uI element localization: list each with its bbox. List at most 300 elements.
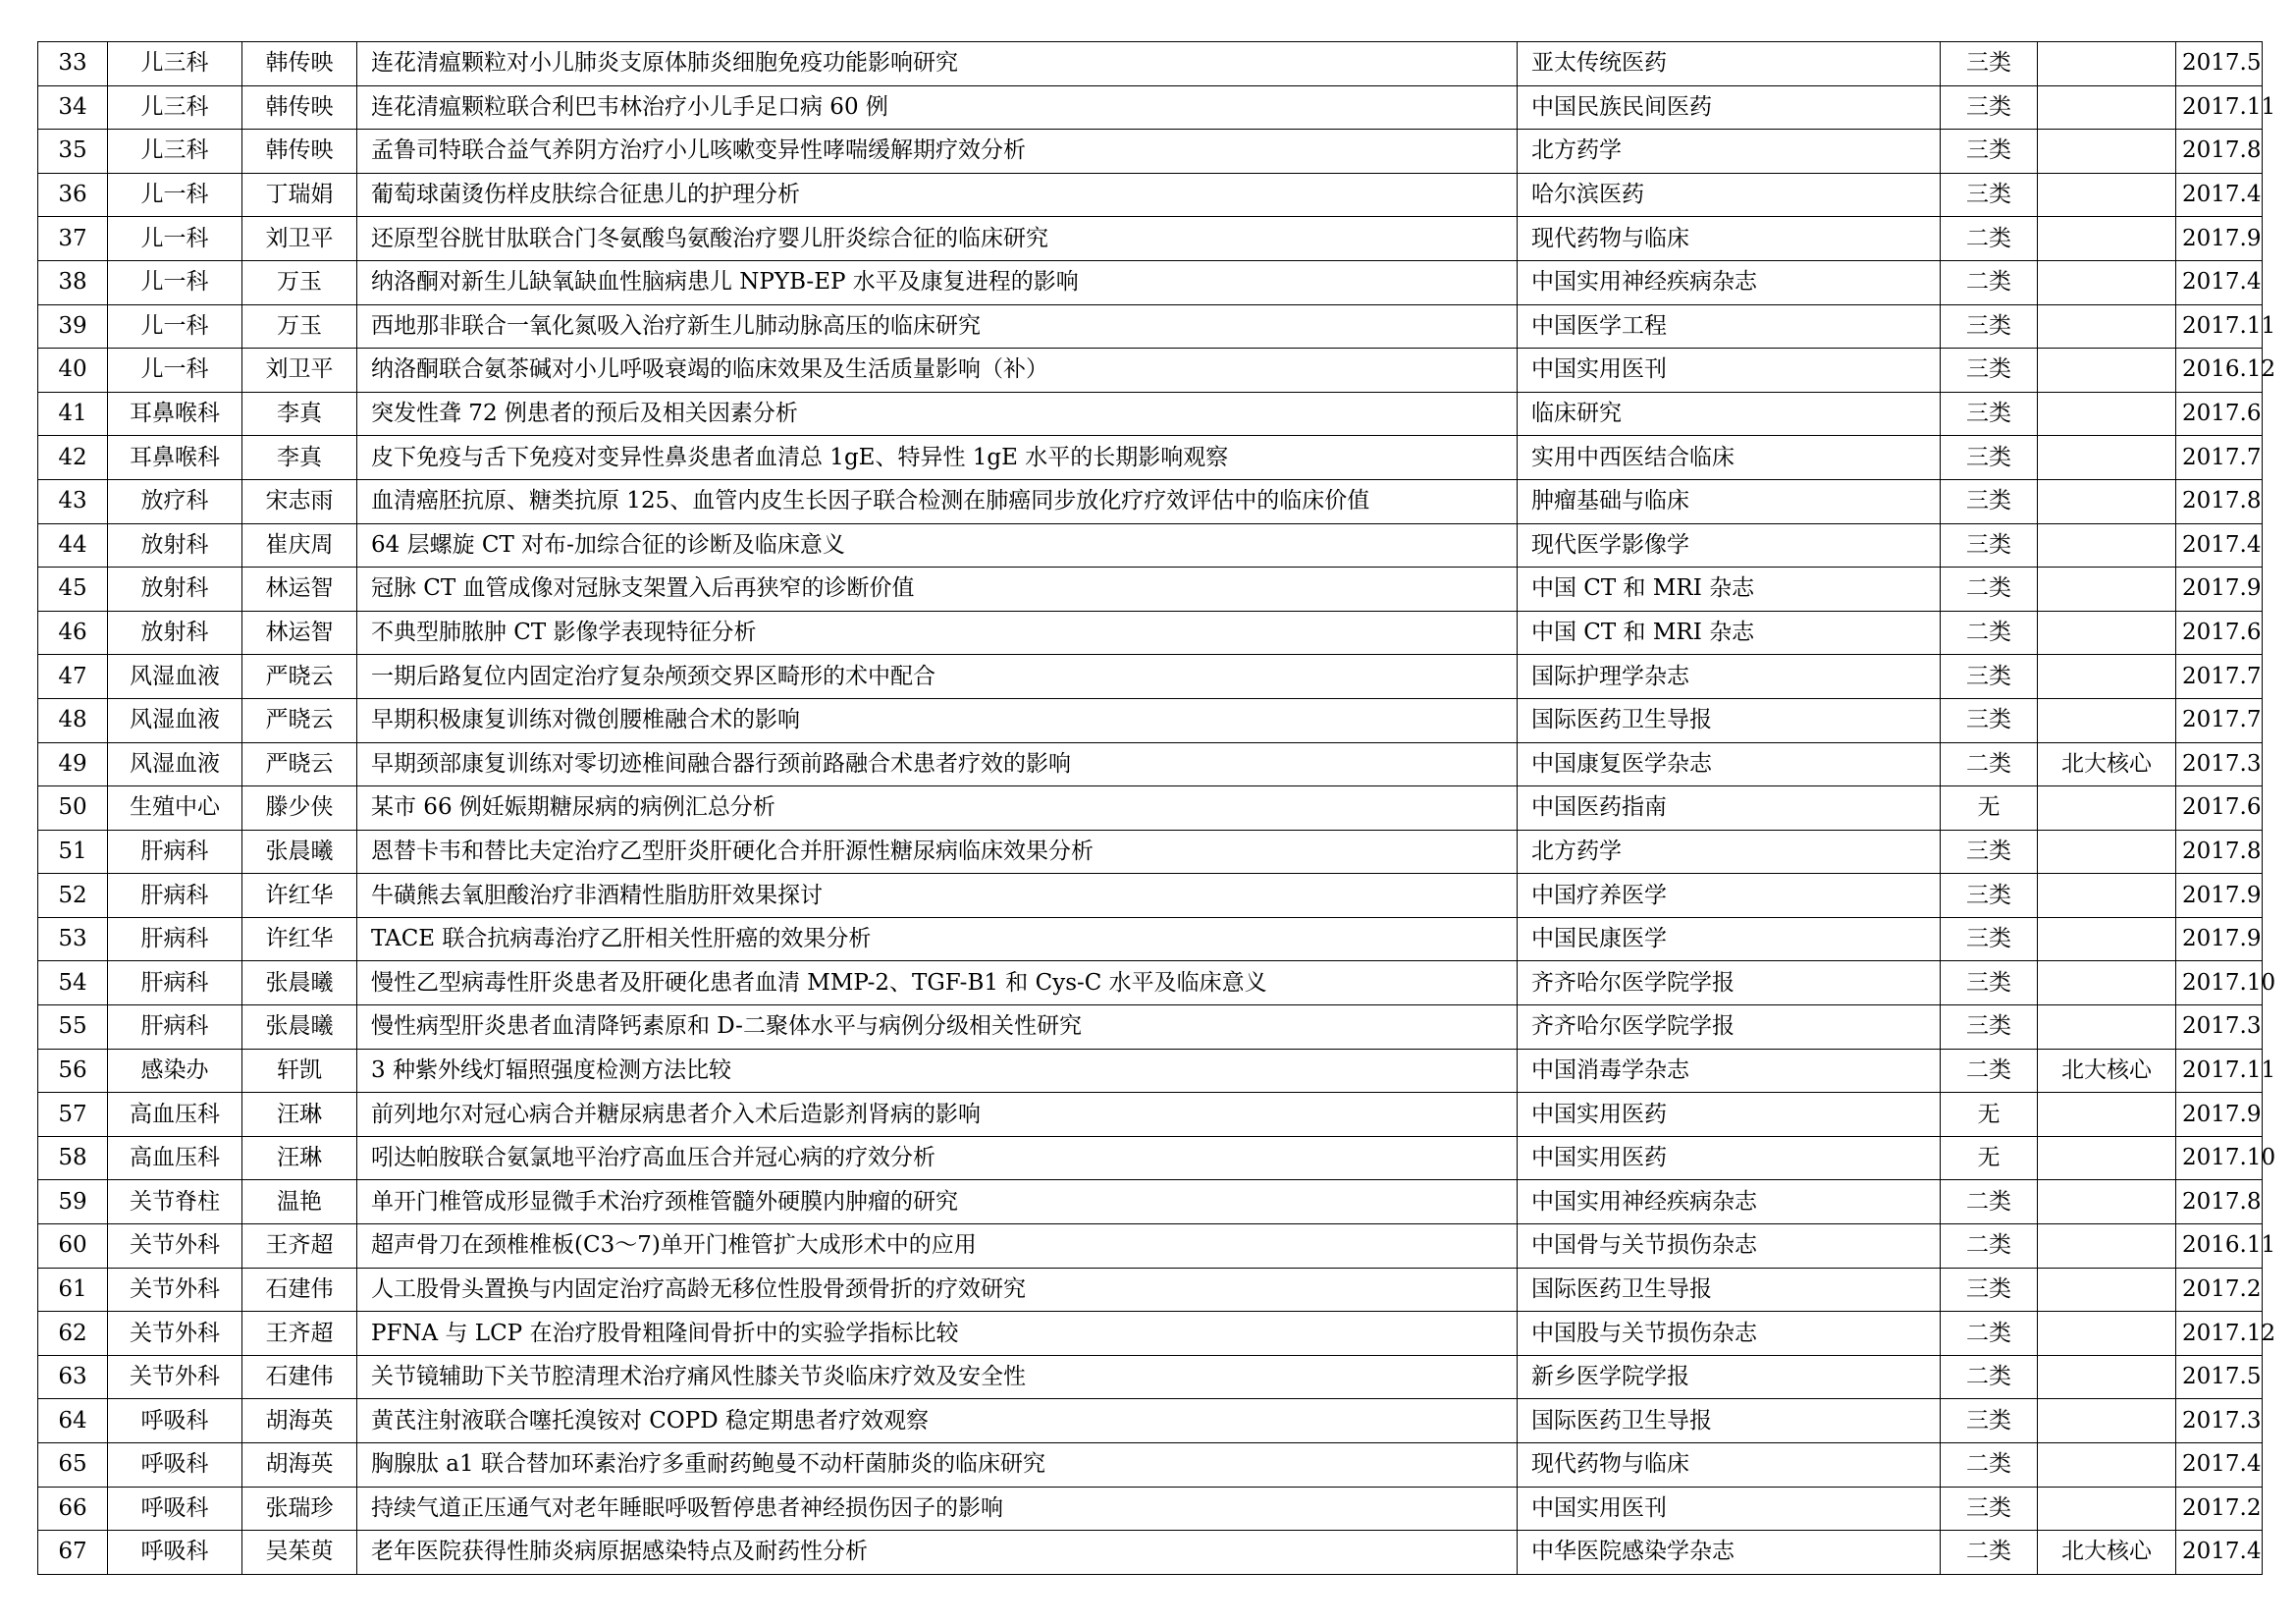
author-cell: 汪琳 [242,1093,357,1137]
table-row [38,830,2263,874]
row-number-cell: 54 [38,961,108,1005]
journal-cell: 哈尔滨医药 [1518,173,1941,217]
author-cell: 滕少侠 [242,786,357,831]
row-number-cell: 66 [38,1487,108,1531]
core-index-cell [2038,1355,2176,1399]
publish-date-cell: 2017.9 [2176,217,2263,261]
core-index-cell [2038,1399,2176,1443]
journal-category-cell: 二类 [1941,1180,2038,1224]
journal-category-cell: 二类 [1941,568,2038,612]
journal-category-cell: 二类 [1941,611,2038,655]
author-cell: 宋志雨 [242,479,357,523]
author-cell: 万玉 [242,260,357,304]
journal-category-cell: 三类 [1941,1005,2038,1050]
journal-category-cell: 二类 [1941,1224,2038,1269]
core-index-cell [2038,42,2176,86]
core-index-cell [2038,1224,2176,1269]
journal-cell: 新乡医学院学报 [1518,1355,1941,1399]
core-index-cell [2038,523,2176,568]
paper-title-cell: 黄芪注射液联合噻托溴铵对 COPD 稳定期患者疗效观察 [357,1399,1518,1443]
department-cell: 呼吸科 [108,1399,242,1443]
department-cell: 关节外科 [108,1268,242,1312]
row-number-cell: 56 [38,1049,108,1093]
core-index-cell [2038,304,2176,349]
core-index-cell [2038,1487,2176,1531]
paper-title-cell: 慢性病型肝炎患者血清降钙素原和 D-二聚体水平与病例分级相关性研究 [357,1005,1518,1050]
author-cell: 韩传映 [242,130,357,174]
journal-category-cell: 三类 [1941,655,2038,699]
journal-cell: 实用中西医结合临床 [1518,436,1941,480]
row-number-cell: 50 [38,786,108,831]
table-row [38,1355,2263,1399]
core-index-cell [2038,436,2176,480]
publish-date-cell: 2017.8 [2176,479,2263,523]
table-row [38,786,2263,831]
journal-cell: 中国医药指南 [1518,786,1941,831]
table-row [38,1136,2263,1180]
core-index-cell [2038,1180,2176,1224]
publish-date-cell: 2017.8 [2176,830,2263,874]
journal-category-cell: 三类 [1941,874,2038,918]
department-cell: 生殖中心 [108,786,242,831]
author-cell: 张晨曦 [242,830,357,874]
row-number-cell: 59 [38,1180,108,1224]
journal-cell: 国际医药卫生导报 [1518,1268,1941,1312]
journal-category-cell: 三类 [1941,479,2038,523]
table-row [38,1531,2263,1575]
department-cell: 关节外科 [108,1312,242,1356]
journal-category-cell: 二类 [1941,1443,2038,1488]
department-cell: 呼吸科 [108,1531,242,1575]
author-cell: 严晓云 [242,698,357,742]
table-row [38,479,2263,523]
publish-date-cell: 2017.6 [2176,392,2263,436]
row-number-cell: 36 [38,173,108,217]
publish-date-cell: 2017.2 [2176,1268,2263,1312]
paper-title-cell: 早期积极康复训练对微创腰椎融合术的影响 [357,698,1518,742]
core-index-cell: 北大核心 [2038,742,2176,786]
department-cell: 肝病科 [108,874,242,918]
row-number-cell: 63 [38,1355,108,1399]
department-cell: 感染办 [108,1049,242,1093]
author-cell: 石建伟 [242,1355,357,1399]
row-number-cell: 60 [38,1224,108,1269]
department-cell: 关节外科 [108,1355,242,1399]
journal-category-cell: 二类 [1941,1312,2038,1356]
paper-title-cell: 早期颈部康复训练对零切迹椎间融合器行颈前路融合术患者疗效的影响 [357,742,1518,786]
table-row [38,874,2263,918]
row-number-cell: 61 [38,1268,108,1312]
journal-cell: 中国消毒学杂志 [1518,1049,1941,1093]
table-row [38,611,2263,655]
author-cell: 胡海英 [242,1399,357,1443]
paper-title-cell: TACE 联合抗病毒治疗乙肝相关性肝癌的效果分析 [357,917,1518,961]
journal-cell: 国际护理学杂志 [1518,655,1941,699]
core-index-cell [2038,1136,2176,1180]
core-index-cell [2038,1005,2176,1050]
core-index-cell [2038,786,2176,831]
journal-cell: 中国骨与关节损伤杂志 [1518,1224,1941,1269]
core-index-cell [2038,568,2176,612]
author-cell: 刘卫平 [242,217,357,261]
row-number-cell: 42 [38,436,108,480]
publish-date-cell: 2017.3 [2176,1399,2263,1443]
journal-cell: 中国股与关节损伤杂志 [1518,1312,1941,1356]
department-cell: 儿一科 [108,260,242,304]
paper-title-cell: 3 种紫外线灯辐照强度检测方法比较 [357,1049,1518,1093]
author-cell: 石建伟 [242,1268,357,1312]
core-index-cell [2038,1443,2176,1488]
author-cell: 崔庆周 [242,523,357,568]
journal-cell: 亚太传统医药 [1518,42,1941,86]
journal-cell: 现代医学影像学 [1518,523,1941,568]
paper-title-cell: 胸腺肽 a1 联合替加环素治疗多重耐药鲍曼不动杆菌肺炎的临床研究 [357,1443,1518,1488]
author-cell: 李真 [242,436,357,480]
row-number-cell: 38 [38,260,108,304]
author-cell: 轩凯 [242,1049,357,1093]
author-cell: 韩传映 [242,42,357,86]
journal-cell: 中国 CT 和 MRI 杂志 [1518,568,1941,612]
journal-category-cell: 三类 [1941,1399,2038,1443]
journal-cell: 中国疗养医学 [1518,874,1941,918]
row-number-cell: 40 [38,349,108,393]
author-cell: 刘卫平 [242,349,357,393]
table-row [38,1312,2263,1356]
journal-category-cell: 二类 [1941,1355,2038,1399]
row-number-cell: 49 [38,742,108,786]
publish-date-cell: 2017.11 [2176,304,2263,349]
author-cell: 张瑞珍 [242,1487,357,1531]
journal-cell: 中国 CT 和 MRI 杂志 [1518,611,1941,655]
department-cell: 耳鼻喉科 [108,392,242,436]
core-index-cell [2038,1268,2176,1312]
core-index-cell [2038,85,2176,130]
department-cell: 关节外科 [108,1224,242,1269]
core-index-cell [2038,874,2176,918]
row-number-cell: 37 [38,217,108,261]
table-row [38,349,2263,393]
author-cell: 汪琳 [242,1136,357,1180]
journal-category-cell: 无 [1941,786,2038,831]
publish-date-cell: 2016.11 [2176,1224,2263,1269]
journal-cell: 临床研究 [1518,392,1941,436]
department-cell: 放射科 [108,611,242,655]
author-cell: 张晨曦 [242,1005,357,1050]
journal-cell: 中国实用医药 [1518,1136,1941,1180]
author-cell: 李真 [242,392,357,436]
table-row [38,1268,2263,1312]
core-index-cell [2038,611,2176,655]
journal-cell: 中国实用神经疾病杂志 [1518,260,1941,304]
row-number-cell: 64 [38,1399,108,1443]
table-row [38,130,2263,174]
table-row [38,173,2263,217]
core-index-cell [2038,173,2176,217]
department-cell: 肝病科 [108,917,242,961]
department-cell: 风湿血液 [108,655,242,699]
paper-title-cell: 皮下免疫与舌下免疫对变异性鼻炎患者血清总 1gE、特异性 1gE 水平的长期影响观察 [357,436,1518,480]
row-number-cell: 53 [38,917,108,961]
journal-category-cell: 三类 [1941,830,2038,874]
publish-date-cell: 2017.4 [2176,1443,2263,1488]
department-cell: 耳鼻喉科 [108,436,242,480]
publish-date-cell: 2017.8 [2176,130,2263,174]
row-number-cell: 65 [38,1443,108,1488]
paper-title-cell: 连花清瘟颗粒联合利巴韦林治疗小儿手足口病 60 例 [357,85,1518,130]
core-index-cell [2038,655,2176,699]
core-index-cell [2038,917,2176,961]
table-row [38,1443,2263,1488]
author-cell: 严晓云 [242,655,357,699]
author-cell: 林运智 [242,568,357,612]
publish-date-cell: 2017.7 [2176,698,2263,742]
row-number-cell: 58 [38,1136,108,1180]
journal-category-cell: 二类 [1941,260,2038,304]
journal-cell: 现代药物与临床 [1518,217,1941,261]
journal-category-cell: 三类 [1941,698,2038,742]
row-number-cell: 52 [38,874,108,918]
journal-category-cell: 三类 [1941,917,2038,961]
department-cell: 高血压科 [108,1093,242,1137]
department-cell: 儿一科 [108,304,242,349]
paper-title-cell: 葡萄球菌烫伤样皮肤综合征患儿的护理分析 [357,173,1518,217]
table-row [38,304,2263,349]
paper-title-cell: 持续气道正压通气对老年睡眠呼吸暂停患者神经损伤因子的影响 [357,1487,1518,1531]
row-number-cell: 43 [38,479,108,523]
core-index-cell [2038,260,2176,304]
department-cell: 肝病科 [108,1005,242,1050]
publish-date-cell: 2016.12 [2176,349,2263,393]
author-cell: 林运智 [242,611,357,655]
paper-title-cell: 人工股骨头置换与内固定治疗高龄无移位性股骨颈骨折的疗效研究 [357,1268,1518,1312]
table-row [38,742,2263,786]
author-cell: 严晓云 [242,742,357,786]
publish-date-cell: 2017.8 [2176,1180,2263,1224]
department-cell: 高血压科 [108,1136,242,1180]
publish-date-cell: 2017.10 [2176,1136,2263,1180]
author-cell: 丁瑞娟 [242,173,357,217]
publish-date-cell: 2017.6 [2176,611,2263,655]
author-cell: 胡海英 [242,1443,357,1488]
author-cell: 许红华 [242,874,357,918]
department-cell: 放射科 [108,523,242,568]
row-number-cell: 47 [38,655,108,699]
row-number-cell: 46 [38,611,108,655]
core-index-cell [2038,1312,2176,1356]
table-row [38,260,2263,304]
paper-title-cell: 关节镜辅助下关节腔清理术治疗痛风性膝关节炎临床疗效及安全性 [357,1355,1518,1399]
table-row [38,961,2263,1005]
journal-category-cell: 三类 [1941,436,2038,480]
core-index-cell [2038,830,2176,874]
journal-category-cell: 二类 [1941,1531,2038,1575]
publish-date-cell: 2017.5 [2176,42,2263,86]
department-cell: 放射科 [108,568,242,612]
journal-cell: 中国实用医药 [1518,1093,1941,1137]
paper-title-cell: 突发性聋 72 例患者的预后及相关因素分析 [357,392,1518,436]
publish-date-cell: 2017.3 [2176,1005,2263,1050]
journal-cell: 中国民族民间医药 [1518,85,1941,130]
paper-title-cell: 牛磺熊去氧胆酸治疗非酒精性脂肪肝效果探讨 [357,874,1518,918]
author-cell: 万玉 [242,304,357,349]
core-index-cell [2038,217,2176,261]
publish-date-cell: 2017.11 [2176,1049,2263,1093]
table-row [38,1049,2263,1093]
journal-cell: 中国民康医学 [1518,917,1941,961]
journal-cell: 肿瘤基础与临床 [1518,479,1941,523]
journal-category-cell: 三类 [1941,392,2038,436]
paper-title-cell: 单开门椎管成形显微手术治疗颈椎管髓外硬膜内肿瘤的研究 [357,1180,1518,1224]
table-row [38,1399,2263,1443]
department-cell: 肝病科 [108,961,242,1005]
row-number-cell: 45 [38,568,108,612]
department-cell: 肝病科 [108,830,242,874]
journal-cell: 国际医药卫生导报 [1518,1399,1941,1443]
core-index-cell [2038,961,2176,1005]
paper-title-cell: 冠脉 CT 血管成像对冠脉支架置入后再狭窄的诊断价值 [357,568,1518,612]
publish-date-cell: 2017.2 [2176,1487,2263,1531]
table-row [38,42,2263,86]
table-row [38,1093,2263,1137]
paper-title-cell: 一期后路复位内固定治疗复杂颅颈交界区畸形的术中配合 [357,655,1518,699]
publish-date-cell: 2017.4 [2176,173,2263,217]
author-cell: 吴茱萸 [242,1531,357,1575]
department-cell: 呼吸科 [108,1487,242,1531]
row-number-cell: 51 [38,830,108,874]
author-cell: 张晨曦 [242,961,357,1005]
author-cell: 温艳 [242,1180,357,1224]
core-index-cell: 北大核心 [2038,1531,2176,1575]
paper-title-cell: 老年医院获得性肺炎病原据感染特点及耐药性分析 [357,1531,1518,1575]
paper-title-cell: 西地那非联合一氧化氮吸入治疗新生儿肺动脉高压的临床研究 [357,304,1518,349]
journal-category-cell: 无 [1941,1136,2038,1180]
paper-title-cell: 64 层螺旋 CT 对布-加综合征的诊断及临床意义 [357,523,1518,568]
table-row [38,436,2263,480]
journal-category-cell: 三类 [1941,1268,2038,1312]
department-cell: 呼吸科 [108,1443,242,1488]
journal-category-cell: 三类 [1941,85,2038,130]
core-index-cell [2038,392,2176,436]
paper-title-cell: 不典型肺脓肿 CT 影像学表现特征分析 [357,611,1518,655]
table-row [38,1224,2263,1269]
row-number-cell: 35 [38,130,108,174]
paper-title-cell: 血清癌胚抗原、糖类抗原 125、血管内皮生长因子联合检测在肺癌同步放化疗疗效评估中的临床价值 [357,479,1518,523]
publish-date-cell: 2017.10 [2176,961,2263,1005]
table-row [38,917,2263,961]
publish-date-cell: 2017.9 [2176,568,2263,612]
row-number-cell: 48 [38,698,108,742]
department-cell: 儿一科 [108,173,242,217]
core-index-cell [2038,130,2176,174]
author-cell: 王齐超 [242,1224,357,1269]
journal-category-cell: 二类 [1941,1049,2038,1093]
paper-title-cell: 某市 66 例妊娠期糖尿病的病例汇总分析 [357,786,1518,831]
paper-title-cell: 还原型谷胱甘肽联合门冬氨酸鸟氨酸治疗婴儿肝炎综合征的临床研究 [357,217,1518,261]
paper-title-cell: 慢性乙型病毒性肝炎患者及肝硬化患者血清 MMP-2、TGF-B1 和 Cys-C 水平及临床意义 [357,961,1518,1005]
department-cell: 关节脊柱 [108,1180,242,1224]
core-index-cell [2038,479,2176,523]
journal-cell: 国际医药卫生导报 [1518,698,1941,742]
department-cell: 风湿血液 [108,698,242,742]
publication-table [37,41,2276,1575]
paper-title-cell: 连花清瘟颗粒对小儿肺炎支原体肺炎细胞免疫功能影响研究 [357,42,1518,86]
table-row [38,392,2263,436]
journal-category-cell: 三类 [1941,523,2038,568]
journal-category-cell: 三类 [1941,304,2038,349]
department-cell: 儿一科 [108,349,242,393]
journal-cell: 齐齐哈尔医学院学报 [1518,1005,1941,1050]
journal-category-cell: 二类 [1941,217,2038,261]
journal-cell: 北方药学 [1518,830,1941,874]
publish-date-cell: 2017.7 [2176,436,2263,480]
table-row [38,1487,2263,1531]
table-row [38,85,2263,130]
publish-date-cell: 2017.4 [2176,1531,2263,1575]
paper-title-cell: 孟鲁司特联合益气养阴方治疗小儿咳嗽变异性哮喘缓解期疗效分析 [357,130,1518,174]
author-cell: 王齐超 [242,1312,357,1356]
row-number-cell: 67 [38,1531,108,1575]
journal-cell: 现代药物与临床 [1518,1443,1941,1488]
journal-cell: 中国医学工程 [1518,304,1941,349]
row-number-cell: 55 [38,1005,108,1050]
publish-date-cell: 2017.12 [2176,1312,2263,1356]
journal-category-cell: 三类 [1941,349,2038,393]
author-cell: 许红华 [242,917,357,961]
department-cell: 儿三科 [108,85,242,130]
journal-cell: 中国实用医刊 [1518,349,1941,393]
core-index-cell [2038,698,2176,742]
journal-cell: 齐齐哈尔医学院学报 [1518,961,1941,1005]
journal-category-cell: 无 [1941,1093,2038,1137]
row-number-cell: 62 [38,1312,108,1356]
paper-title-cell: 前列地尔对冠心病合并糖尿病患者介入术后造影剂肾病的影响 [357,1093,1518,1137]
row-number-cell: 57 [38,1093,108,1137]
table-row [38,568,2263,612]
table-row [38,1180,2263,1224]
row-number-cell: 34 [38,85,108,130]
publish-date-cell: 2017.4 [2176,260,2263,304]
department-cell: 风湿血液 [108,742,242,786]
core-index-cell [2038,1093,2176,1137]
row-number-cell: 44 [38,523,108,568]
publish-date-cell: 2017.9 [2176,874,2263,918]
publish-date-cell: 2017.9 [2176,1093,2263,1137]
core-index-cell [2038,349,2176,393]
table-row [38,655,2263,699]
paper-title-cell: 吲达帕胺联合氨氯地平治疗高血压合并冠心病的疗效分析 [357,1136,1518,1180]
journal-category-cell: 三类 [1941,1487,2038,1531]
publish-date-cell: 2017.11 [2176,85,2263,130]
paper-title-cell: PFNA 与 LCP 在治疗股骨粗隆间骨折中的实验学指标比较 [357,1312,1518,1356]
row-number-cell: 33 [38,42,108,86]
department-cell: 放疗科 [108,479,242,523]
table-row [38,217,2263,261]
table-row [38,1005,2263,1050]
document-page [37,41,2276,1575]
department-cell: 儿三科 [108,42,242,86]
publish-date-cell: 2017.3 [2176,742,2263,786]
paper-title-cell: 超声骨刀在颈椎椎板(C3～7)单开门椎管扩大成形术中的应用 [357,1224,1518,1269]
core-index-cell: 北大核心 [2038,1049,2176,1093]
table-row [38,523,2263,568]
paper-title-cell: 纳洛酮对新生儿缺氧缺血性脑病患儿 NPYB-EP 水平及康复进程的影响 [357,260,1518,304]
journal-cell: 中国实用医刊 [1518,1487,1941,1531]
row-number-cell: 41 [38,392,108,436]
journal-category-cell: 三类 [1941,173,2038,217]
publish-date-cell: 2017.6 [2176,786,2263,831]
table-body [38,42,2276,1575]
journal-category-cell: 三类 [1941,961,2038,1005]
